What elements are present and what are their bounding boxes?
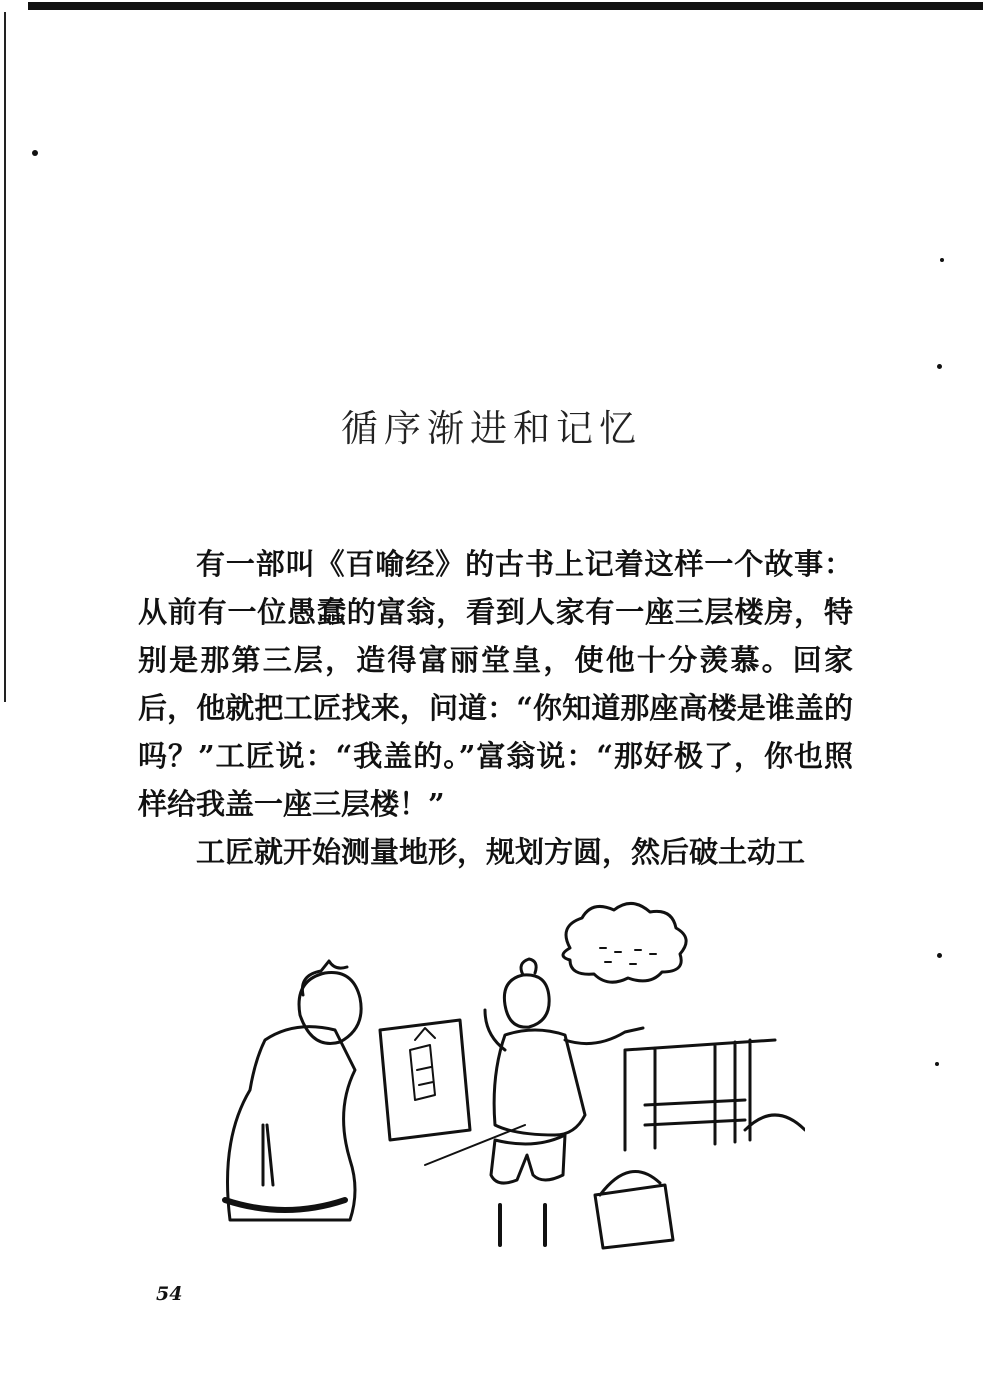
scan-speck	[940, 258, 944, 262]
scan-speck	[937, 364, 942, 369]
paragraph: 工匠就开始测量地形，规划方圆，然后破土动工	[196, 835, 806, 869]
construction-scaffold	[625, 1040, 775, 1150]
scan-speck	[937, 953, 942, 958]
tool-basket	[595, 1171, 673, 1248]
scan-speck	[935, 1062, 939, 1066]
craftsman-drawing	[504, 975, 549, 1027]
paragraph: 有一部叫《百喻经》的古书上记着这样一个故事：从前有一位愚蠢的富翁，看到人家有一座三层楼房，特别是那第三层，造得富丽堂皇，使他十分羡慕。回家后，他就把工匠找来，问道：“你知道那座高楼是谁盖的吗？”工匠说：“我盖的。”富翁说：“那好极了，你也照样给我盖一座三层楼！”	[138, 547, 853, 821]
body-text	[138, 540, 853, 876]
chapter-title: 循序渐进和记忆	[341, 407, 642, 450]
cloud-drawing	[563, 903, 686, 982]
scan-speck	[32, 150, 38, 156]
top-border-rule	[28, 2, 983, 10]
story-illustration	[205, 900, 805, 1255]
page-number: 54	[156, 1283, 183, 1305]
rich-man-drawing	[299, 973, 361, 1044]
left-scan-edge	[4, 12, 6, 702]
blueprint-sheet	[380, 1020, 470, 1140]
